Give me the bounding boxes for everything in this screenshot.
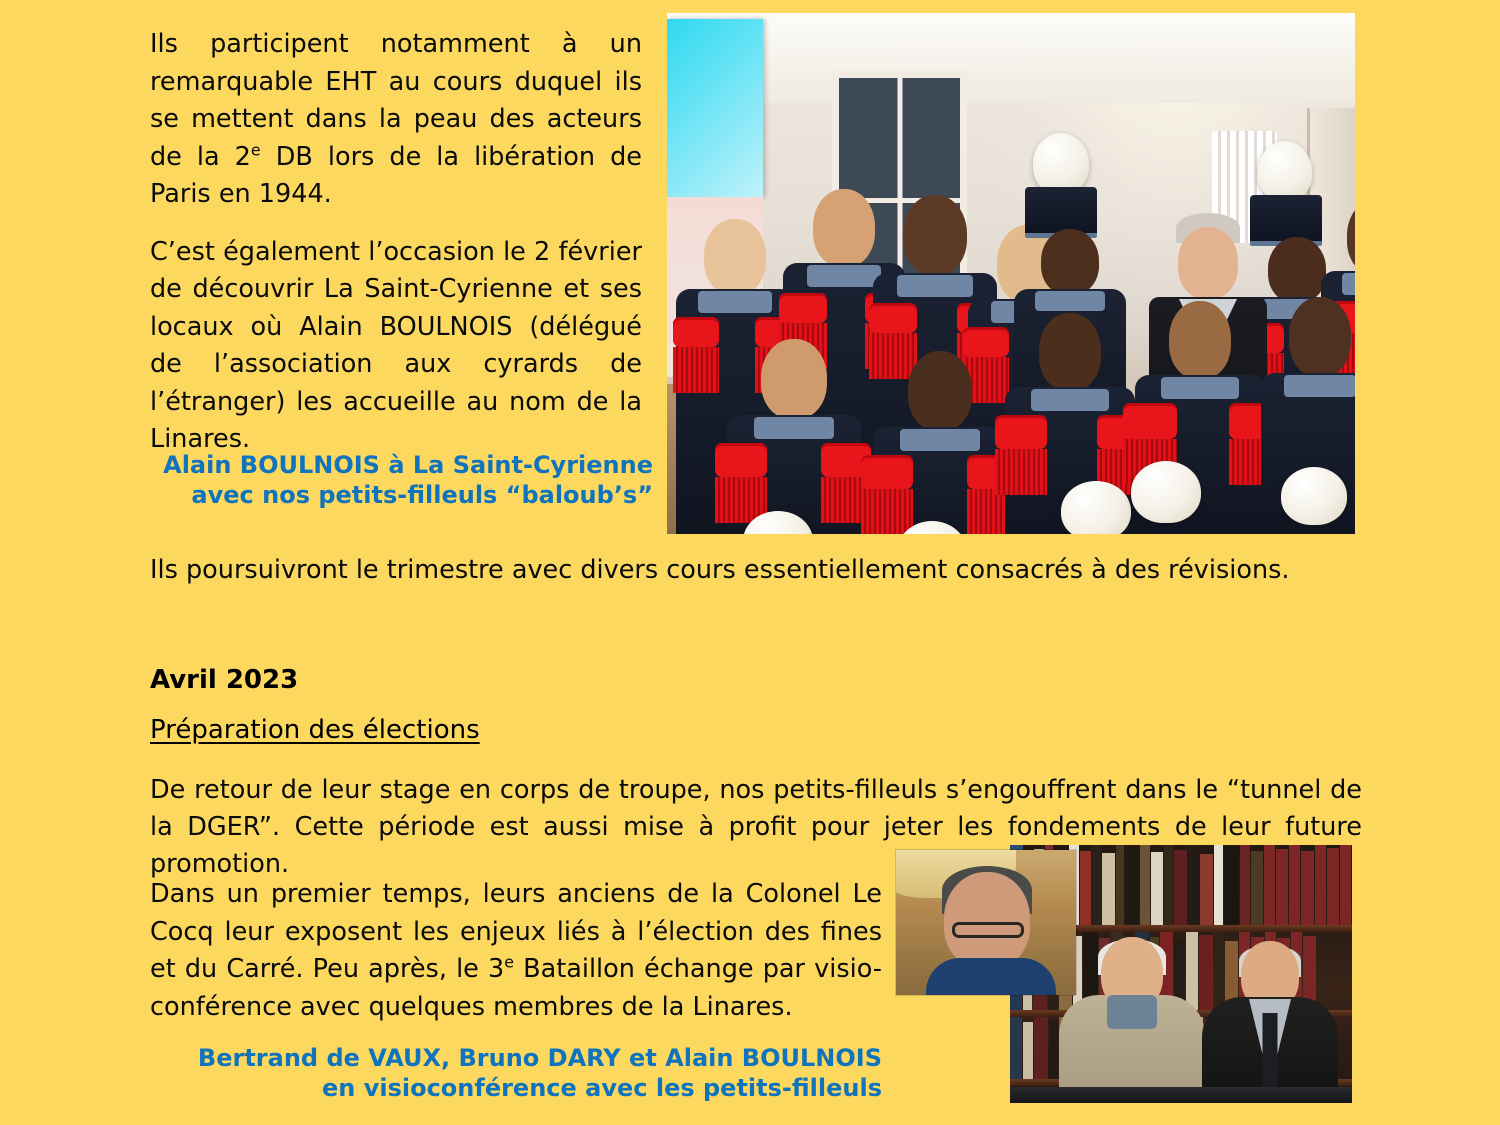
photo-cadet-epaulette (869, 303, 917, 333)
photo-cadet-head (1289, 297, 1351, 377)
photo-cadet-figure (875, 351, 1005, 534)
photo-cadet-epaulette (673, 317, 719, 347)
photo-cadet-head (813, 189, 875, 267)
subheading-preparation-elections: Préparation des élections (150, 715, 480, 745)
photo-visio-person-right (1206, 907, 1334, 1103)
photo-book (1034, 1017, 1048, 1079)
photo-cadet-epaulette (779, 293, 827, 323)
photo-cadet-epaulette (995, 415, 1047, 449)
paragraph-saint-cyrienne: C’est également l’occasion le 2 février de découvrir La Saint-Cyrienne et ses locaux où Alain BOULNOIS (délégué de l’association aux cyrards de l’étranger) les accueille au nom de la Linares. (150, 236, 642, 454)
photo-cadet-collar (754, 417, 834, 439)
photo-cadet-head (1039, 313, 1101, 391)
photo-cadet-figure (729, 339, 859, 534)
paragraph-eht-text-b: DB lors de la libération de Paris en 1944. (150, 141, 642, 209)
ordinal-suffix-3e: e (504, 952, 514, 972)
heading-avril-2023: Avril 2023 (150, 665, 299, 695)
paragraph-eht (150, 26, 642, 214)
photo-desk (1010, 1087, 1352, 1103)
photo-visioconference (896, 845, 1352, 1103)
ordinal-suffix-2e: e (250, 140, 261, 159)
caption-line-1: Bertrand de VAUX, Bruno DARY et Alain BOULNOIS (197, 1044, 882, 1072)
photo-cadet-collar (1031, 389, 1109, 411)
photo-person-necktie (1263, 1013, 1278, 1089)
paragraph-colonel-le-cocq (150, 876, 882, 1026)
photo-person-collar (1107, 995, 1157, 1029)
photo-cadet-epaulette (861, 455, 913, 489)
photo-cadet-collar (900, 429, 980, 451)
photo-cadet-collar (1284, 375, 1355, 397)
photo-cadet-collar (1342, 273, 1355, 295)
caption-line-1: Alain BOULNOIS à La Saint-Cyrienne (163, 451, 653, 479)
photo-shako-plume (1033, 133, 1089, 195)
photo-projection-screen (667, 19, 763, 197)
top-left-text-column (150, 26, 642, 459)
photo-book (1010, 1017, 1022, 1079)
photo-book (1049, 1020, 1058, 1079)
photo-shako-plume-held (1061, 481, 1131, 534)
photo-cadet-head (1268, 237, 1326, 303)
photo-inset-person-body (926, 958, 1056, 995)
photo-civilian-head (1178, 227, 1238, 299)
photo-cadet-collar (807, 265, 881, 287)
photo-cadet-figure (1265, 297, 1355, 534)
photo-cadet-collar (1035, 291, 1105, 311)
photo-cadets-group (667, 13, 1355, 534)
photo-visio-person-left (1062, 903, 1202, 1103)
photo-cadet-head (1041, 229, 1099, 295)
photo-cadet-collar (1161, 377, 1239, 399)
photo-cadet-collar (698, 291, 772, 313)
photo-cadet-head (908, 351, 972, 431)
caption-line-2: en visioconférence avec les petits-filleuls (321, 1074, 882, 1102)
caption-saint-cyrienne (140, 450, 653, 510)
paragraph-dger: De retour de leur stage en corps de troupe, nos petits-filleuls s’engouffrent dans le “tunnel de la DGER”. Cette période est aussi mise à profit pour jeter les fondements de leur future promotion. (150, 775, 1362, 879)
photo-shako-plume (1258, 141, 1312, 203)
paragraph-colonel-text-b: Bataillon échange par visio-conférence avec quelques membres de la Linares. (150, 954, 882, 1022)
photo-cadet-epaulette (1123, 403, 1177, 439)
photo-cadet-head (1169, 301, 1231, 379)
photo-visio-inset-view (896, 850, 1076, 995)
photo-inset-person-head (944, 872, 1030, 968)
paragraph-trimestre: Ils poursuivront le trimestre avec divers cours essentiellement consacrés à des révisions. (150, 555, 1290, 585)
photo-cadet-head (761, 339, 827, 419)
photo-cadet-head (903, 195, 967, 275)
caption-line-2: avec nos petits-filleuls “baloub’s” (191, 481, 653, 509)
photo-cadet-figure (1137, 301, 1263, 534)
paragraph-colonel-text-a: Dans un premier temps, leurs anciens de la Colonel Le Cocq leur exposent les enjeux liés à l’élection des fines et du Carré. Peu après, le 3 (150, 879, 882, 984)
photo-shako-plume-held (1131, 461, 1201, 523)
photo-ceiling (667, 13, 1355, 103)
paragraph-eht-text-a: Ils participent notamment à un remarquable EHT au cours duquel ils se mettent dans la peau des acteurs de la 2 (150, 29, 642, 172)
photo-cadet-head (704, 219, 766, 295)
photo-cadet-collar (897, 275, 973, 297)
photo-book (1340, 845, 1351, 925)
photo-book (1023, 1022, 1033, 1079)
photo-shako-plume-held (1281, 467, 1347, 525)
photo-cadet-figure (1007, 313, 1133, 534)
photo-cadet-head (1347, 199, 1355, 275)
photo-inset-person-glasses (952, 922, 1024, 938)
photo-cadet-epaulette (715, 443, 767, 477)
caption-visioconference (170, 1043, 882, 1103)
